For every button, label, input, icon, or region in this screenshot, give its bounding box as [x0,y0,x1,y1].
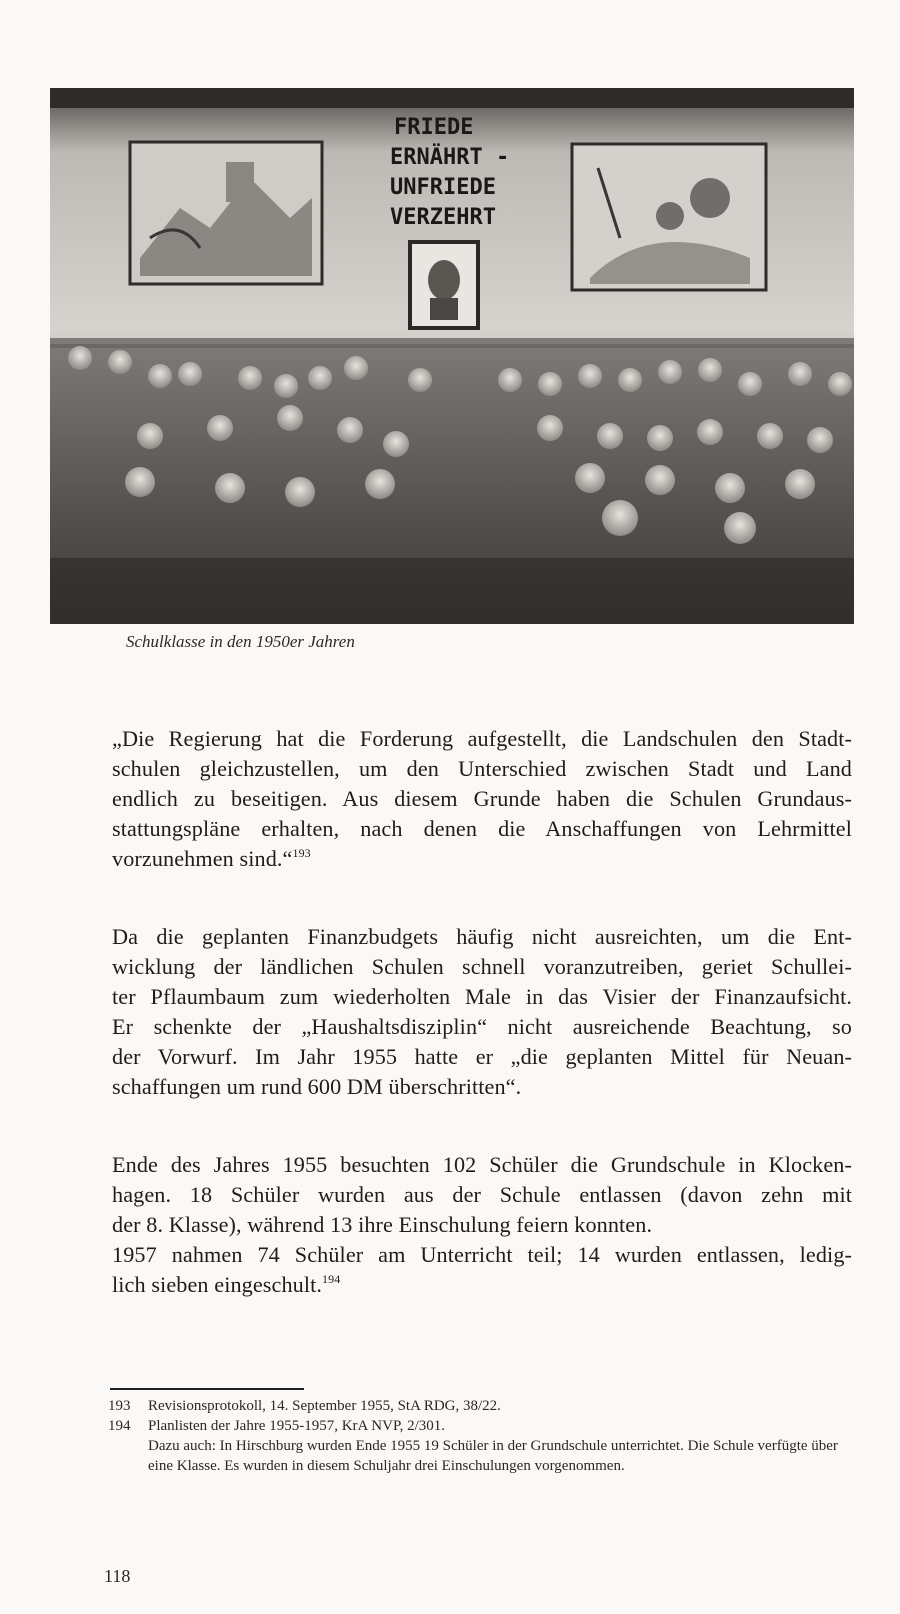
text-line: Er schenkte der „Haushaltsdisziplin“ nicht ausreichende Beachtung, so [112,1014,852,1039]
classroom-photo-image [50,88,854,624]
footnotes [108,1396,848,1476]
footnote-number: 194 [108,1418,131,1434]
text-line: vorzunehmen sind.“ [112,846,293,871]
footnote-divider [110,1388,304,1390]
quote-paragraph [112,724,852,874]
wall-painting-left [130,142,322,284]
banner-line-4: VERZEHRT [390,205,496,230]
text-line: schaffungen um rund 600 DM überschritten“. [112,1074,522,1099]
text-line: wicklung der ländlichen Schulen schnell voranzutreiben, geriet Schullei- [112,954,852,979]
banner-line-1: FRIEDE [394,115,474,140]
text-line: „Die Regierung hat die Forderung aufgestellt, die Landschulen den Stadt- [112,726,852,751]
text-line: der 8. Klasse), während 13 ihre Einschulung feiern konnten. [112,1212,653,1237]
enrollment-paragraph [112,1150,852,1300]
text-line-last [112,1270,852,1300]
text-line: endlich zu beseitigen. Aus diesem Grunde haben die Schulen Grundaus- [112,786,852,811]
footnote-194 [108,1416,848,1436]
text-line: stattungspläne erhalten, nach denen die Anschaffungen von Lehrmittel [112,816,852,841]
wall-portrait [410,242,478,328]
footnote-ref-193[interactable]: 193 [292,846,311,860]
text-line: Ende des Jahres 1955 besuchten 102 Schüler die Grundschule in Klocken- [112,1152,852,1177]
banner-line-2: ERNÄHRT - [390,145,510,170]
page-number: 118 [104,1566,131,1586]
footnote-text: Revisionsprotokoll, 14. September 1955, StA RDG, 38/22. [148,1398,501,1414]
footnote-text: Planlisten der Jahre 1955-1957, KrA NVP, 2/301. [148,1418,446,1434]
footnote-193 [108,1396,848,1416]
text-line: schulen gleichzustellen, um den Unterschied zwischen Stadt und Land [112,756,852,781]
wall-painting-right [572,144,766,290]
text-line: Da die geplanten Finanzbudgets häufig nicht ausreichten, um die Ent- [112,924,852,949]
text-line: hagen. 18 Schüler wurden aus der Schule entlassen (davon zehn mit [112,1182,852,1207]
text-line: ter Pflaumbaum zum wiederholten Male in das Visier der Finanzaufsicht. [112,984,852,1009]
text-line-last [112,844,852,874]
text-line: 1957 nahmen 74 Schüler am Unterricht teil; 14 wurden entlassen, ledig- [112,1242,852,1267]
banner-line-3: UNFRIEDE [390,175,496,200]
text-line: der Vorwurf. Im Jahr 1955 hatte er „die geplanten Mittel für Neuan- [112,1044,852,1069]
budget-paragraph [112,922,852,1102]
photo-caption: Schulklasse in den 1950er Jahren [126,632,355,651]
classroom-photo [50,88,854,624]
footnote-ref-194[interactable]: 194 [322,1272,341,1286]
footnote-number: 193 [108,1398,131,1414]
text-line: lich sieben eingeschult. [112,1272,323,1297]
footnote-194-continuation: Dazu auch: In Hirschburg wurden Ende 1955 19 Schüler in der Grundschule unterrichtet. Die Schule verfügte über eine Klasse. Es wurden in diesem Schuljahr drei Einschulungen vorgenommen. [148,1438,838,1474]
